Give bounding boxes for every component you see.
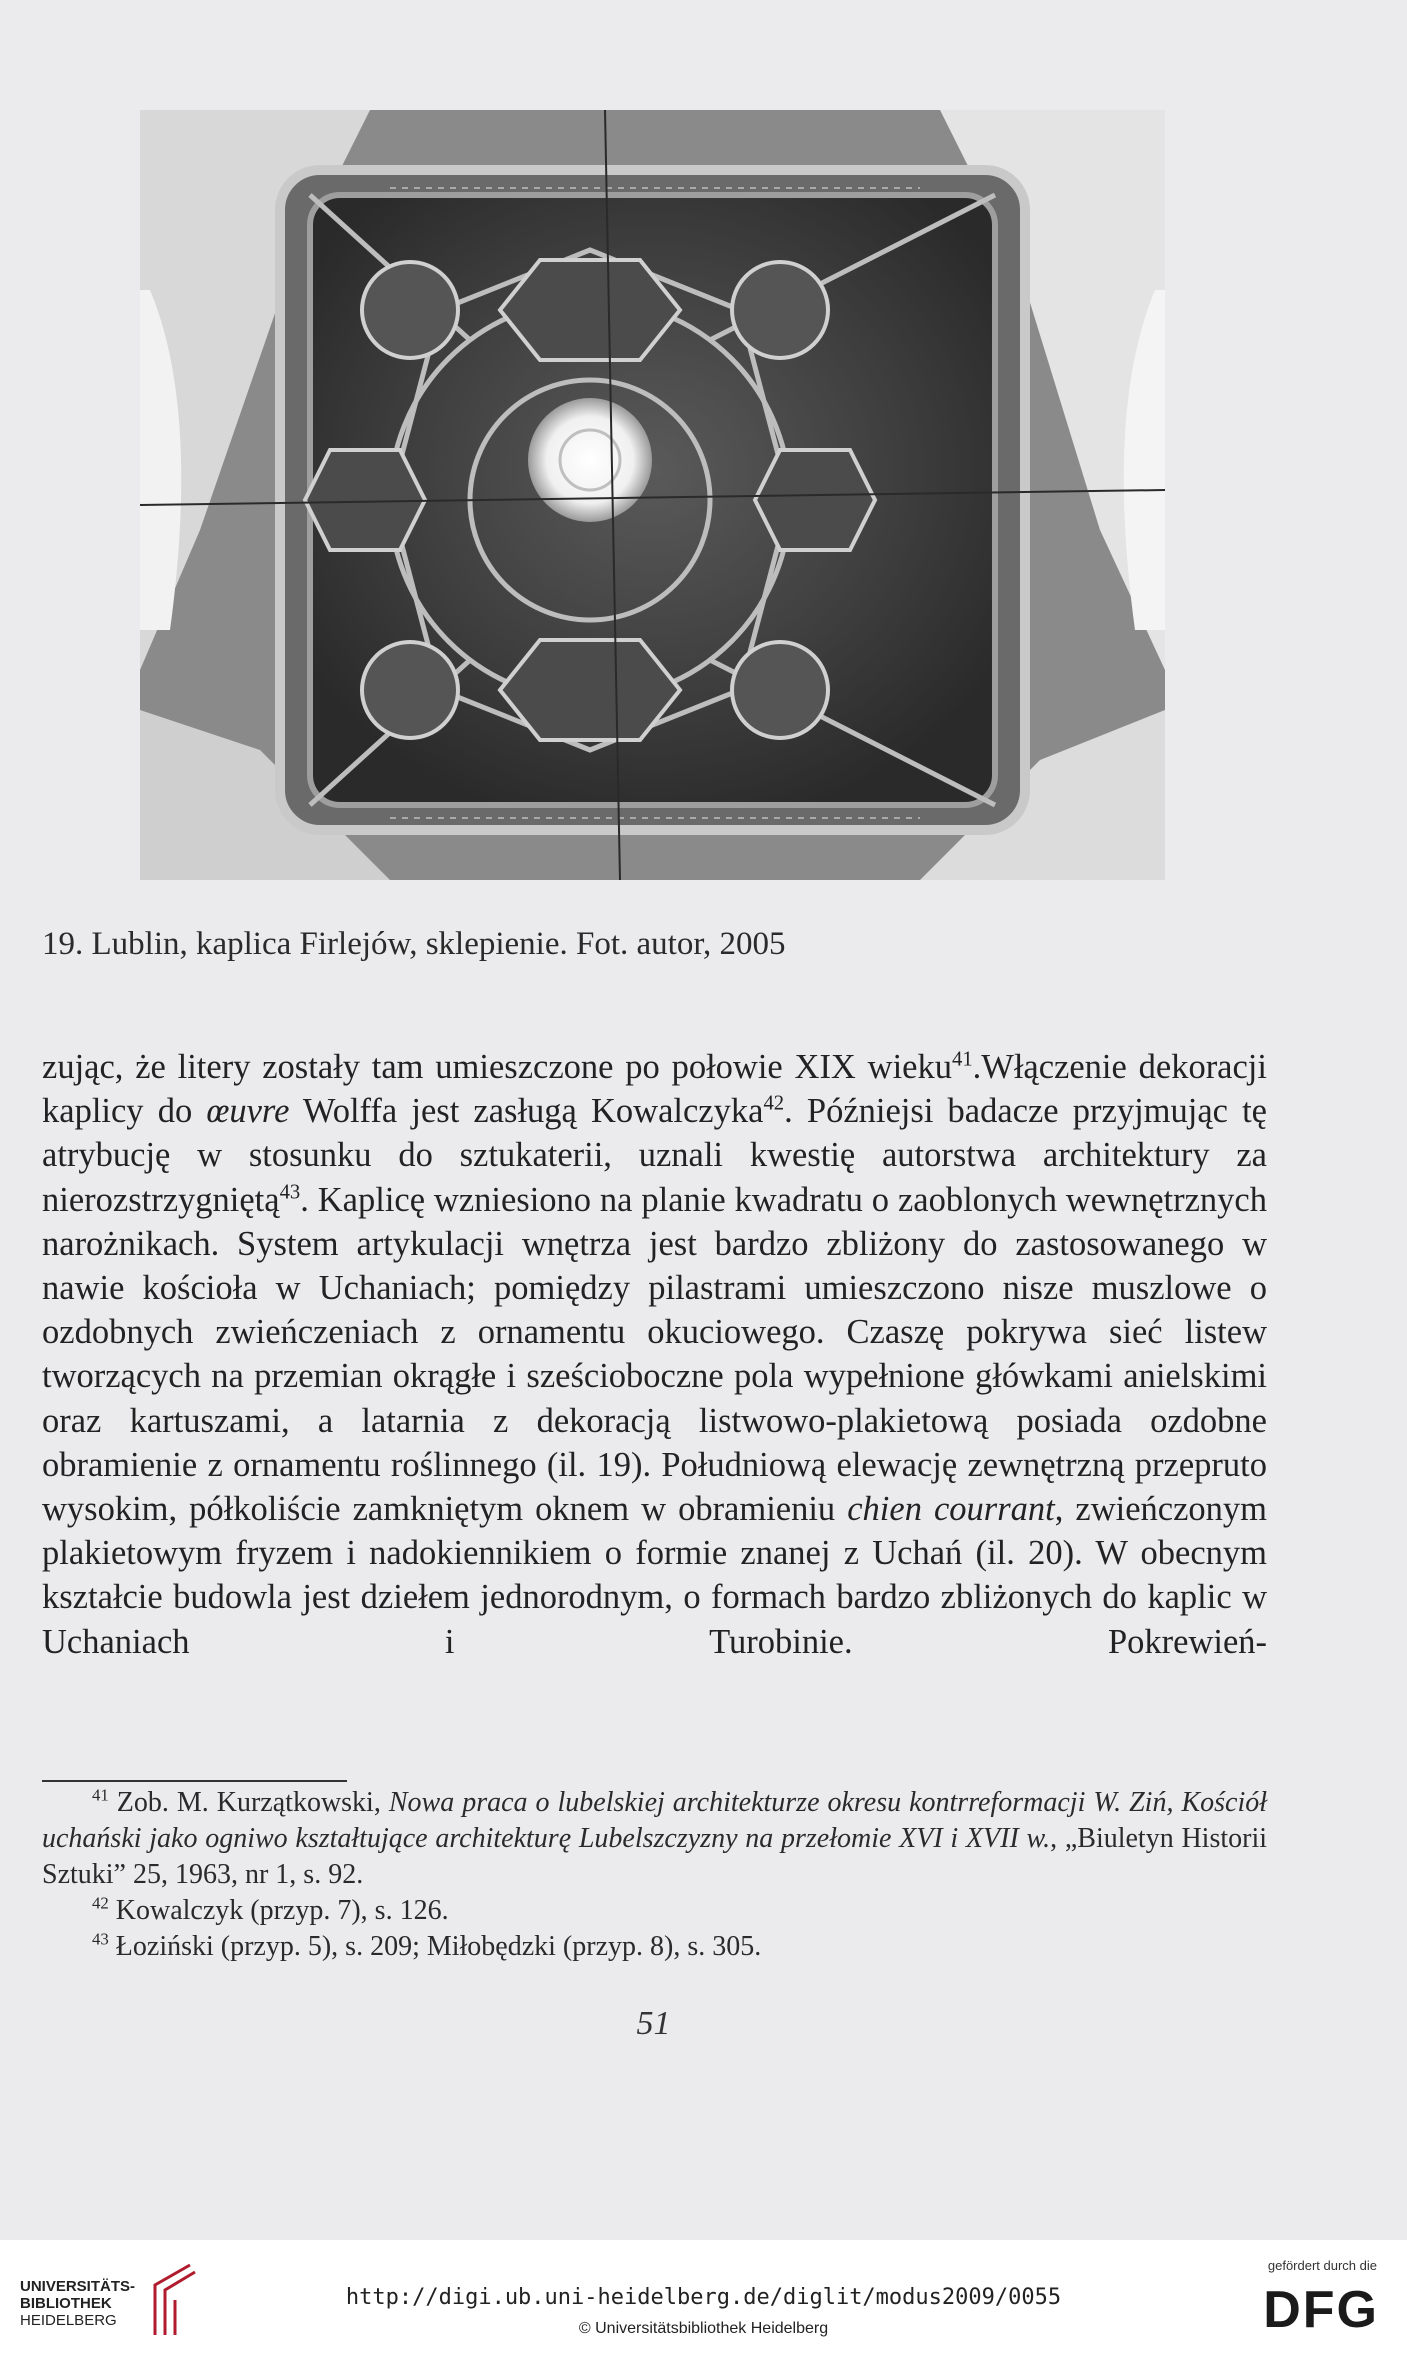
footnote-41: [42, 1785, 1267, 1893]
footnote-number: 41: [92, 1785, 109, 1805]
text-run: Kowalczyk (przyp. 7), s. 126.: [108, 1895, 449, 1926]
text-run: zując, że litery zostały tam umieszczone po połowie XIX wieku: [42, 1048, 952, 1086]
dfg-logo: DFG: [1263, 2281, 1379, 2339]
text-run: . Późniejsi badacze przyjmując tę atrybucję w stosunku do sztukaterii, uznali kwestię autorstwa architektury za nierozstrzygniętą: [42, 1092, 1267, 1219]
text-run: Zob. M. Kurzątkowski,: [108, 1787, 389, 1818]
footer-bar: [0, 2240, 1407, 2354]
library-name-line2: BIBLIOTHEK: [20, 2295, 112, 2312]
text-run: , zwieńczonym plakietowym fryzem i nadokiennikiem o formie znanej z Uchań (il. 20). W obecnym kształcie budowla jest dziełem jednorodnym, o formach bardzo zbliżonych do kaplic w Uchaniach i Turobinie. Pokrewień-: [42, 1490, 1267, 1661]
footnotes: [42, 1785, 1267, 1965]
italic-text: œuvre: [206, 1092, 290, 1131]
footnote-ref: 41: [951, 1048, 973, 1071]
text-run: , „Biuletyn Historii Sztuki” 25, 1963, nr 1, s. 92.: [42, 1823, 1268, 1890]
footnote-number: 43: [92, 1929, 109, 1949]
figure-caption: 19. Lublin, kaplica Firlejów, sklepienie. Fot. autor, 2005: [42, 926, 786, 962]
page-number: 51: [636, 2005, 671, 2042]
text-run: .Włączenie dekoracji kaplicy do: [42, 1048, 1267, 1131]
source-url[interactable]: http://digi.ub.uni-heidelberg.de/diglit/modus2009/0055: [345, 2285, 1062, 2310]
text-run: Łoziński (przyp. 5), s. 209; Miłobędzki (przyp. 8), s. 305.: [108, 1931, 762, 1962]
footnote-42: [42, 1893, 1267, 1929]
body-paragraph: [42, 1045, 1267, 1664]
italic-text: Nowa praca o lubelskiej architekturze okresu kontrreformacji W. Ziń, Kościół uchański jako ogniwo kształtujące architekturę Lubelszczyzny na przełomie XVI i XVII w.: [42, 1787, 1268, 1854]
copyright-notice: © Universitätsbibliothek Heidelberg: [578, 2320, 829, 2337]
footnote-divider: [42, 1780, 347, 1782]
funder-note: gefördert durch die: [1267, 2258, 1377, 2273]
library-name-line3: HEIDELBERG: [20, 2312, 117, 2329]
footnote-ref: 42: [763, 1092, 785, 1115]
vault-photograph: [140, 110, 1165, 880]
vault-photograph-drawing: [140, 110, 1165, 880]
text-run: Wolffa jest zasługą Kowalczyka: [289, 1092, 764, 1131]
footnote-number: 42: [92, 1893, 109, 1913]
body-text: [42, 1045, 1267, 1664]
text-run: . Kaplicę wzniesiono na planie kwadratu o zaoblonych wewnętrznych narożnikach. System artykulacji wnętrza jest bardzo zbliżony do zastosowanego w nawie kościoła w Uchaniach; pomiędzy pilastrami umieszczono nisze muszlowe o ozdobnych zwieńczeniach z ornamentu okuciowego. Czaszę pokrywa sieć listew tworzących na przemian okrągłe i sześcioboczne pola wypełnione główkami anielskimi oraz kartuszami, a latarnia z dekoracją listwowo-plakietową posiada ozdobne obramienie z ornamentu roślinnego (il. 19). Południową elewację zewnętrzną przepruto wysokim, półkoliście zamkniętym oknem w obramieniu: [42, 1180, 1267, 1529]
footnote-ref: 43: [279, 1181, 301, 1204]
library-name-line1: UNIVERSITÄTS-: [20, 2278, 136, 2295]
italic-text: chien courrant: [847, 1490, 1055, 1529]
footnote-43: [42, 1929, 1267, 1965]
